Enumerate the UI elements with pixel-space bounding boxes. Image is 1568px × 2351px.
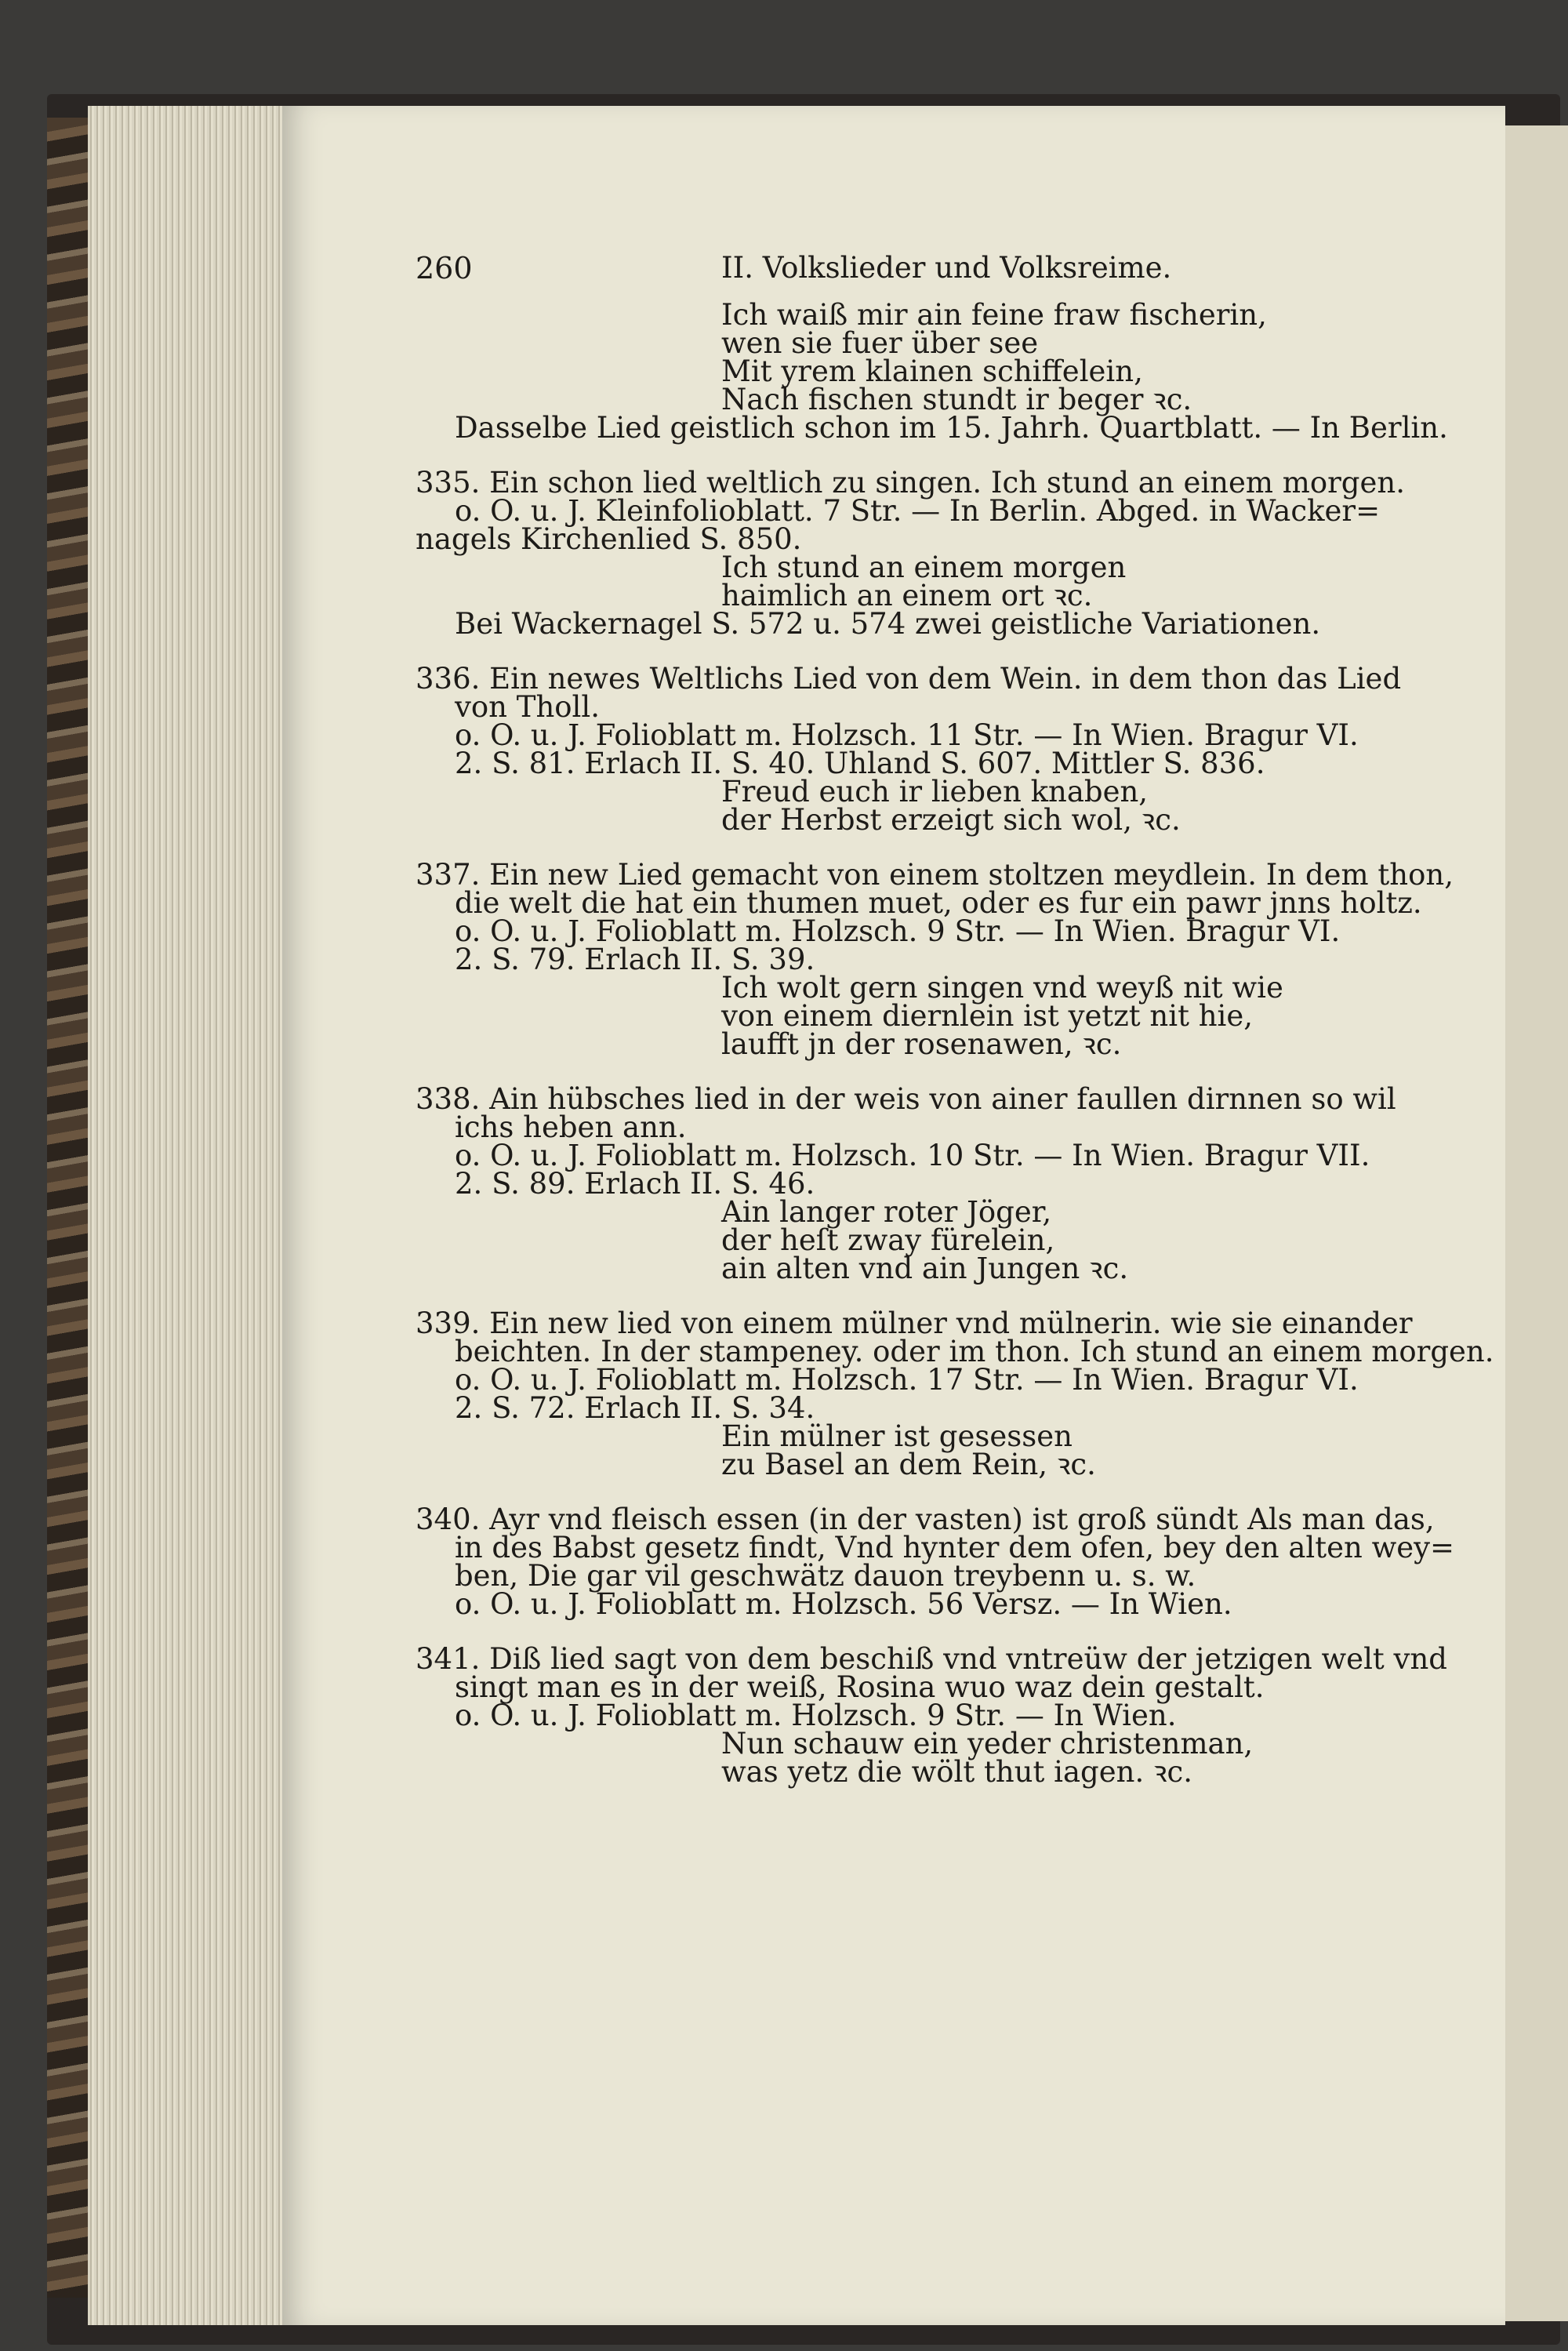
- continuation-line: 2. S. 89. Erlach II. S. 46.: [455, 1167, 815, 1201]
- continuation-line: die welt die hat ein thumen muet, oder es fur ein pawr jnns holtz.: [455, 886, 1422, 920]
- entry-title-line: 335. Ein schon lied weltlich zu singen. Ich stund an einem morgen.: [416, 466, 1405, 500]
- verse-line: Freud euch ir lieben knaben,: [721, 775, 1149, 808]
- running-head: II. Volkslieder und Volksreime.: [721, 251, 1172, 285]
- opening-block: [416, 298, 1450, 445]
- verse-line: Ain langer roter Jöger,: [721, 1195, 1052, 1229]
- bibliographic-note: o. O. u. J. Folioblatt m. Holzsch. 9 Str. — In Wien.: [455, 1699, 1177, 1732]
- page-text: [416, 251, 1494, 1789]
- verse-line: was yetz die wölt thut iagen. ꝛc.: [721, 1755, 1192, 1789]
- verse-line: ain alten vnd ain Jungen ꝛc.: [721, 1252, 1129, 1285]
- continuation-line: 2. S. 72. Erlach II. S. 34.: [455, 1391, 815, 1425]
- verse-line: Ich wolt gern singen vnd weyß nit wie: [721, 971, 1283, 1005]
- catalog-entry: [416, 1082, 1450, 1285]
- marbled-edge: [47, 118, 94, 2298]
- catalog-entry: [416, 1306, 1494, 1481]
- continuation-line: 2. S. 79. Erlach II. S. 39.: [455, 943, 815, 976]
- continuation-line: nagels Kirchenlied S. 850.: [416, 522, 802, 556]
- verse-line: Mit yrem klainen schiffelein,: [721, 354, 1143, 388]
- entry-title-line: 336. Ein newes Weltlichs Lied von dem Wein. in dem thon das Lied: [416, 662, 1402, 696]
- verse-line: der Herbst erzeigt sich wol, ꝛc.: [721, 803, 1181, 837]
- bibliographic-note: o. O. u. J. Folioblatt m. Holzsch. 11 Str. — In Wien. Bragur VI.: [455, 718, 1359, 752]
- catalog-entry: [416, 1503, 1455, 1621]
- entry-title-line: 341. Diß lied sagt von dem beschiß vnd vntreüw der jetzigen welt vnd: [416, 1642, 1447, 1676]
- verse-line: zu Basel an dem Rein, ꝛc.: [721, 1448, 1096, 1481]
- verse-line: Ein mülner ist gesessen: [721, 1419, 1073, 1453]
- continuation-line: 2. S. 81. Erlach II. S. 40. Uhland S. 607. Mittler S. 836.: [455, 747, 1265, 780]
- page-edges: [88, 106, 284, 2325]
- page-header: [416, 251, 1450, 298]
- continuation-line: singt man es in der weiß, Rosina wuo waz dein gestalt.: [455, 1670, 1265, 1704]
- page-number: 260: [416, 251, 473, 285]
- entry-title-line: 337. Ein new Lied gemacht von einem stoltzen meydlein. In dem thon,: [416, 858, 1454, 892]
- bibliographic-note: o. O. u. J. Folioblatt m. Holzsch. 56 Versz. — In Wien.: [455, 1587, 1232, 1621]
- catalog-entry: [416, 662, 1450, 837]
- continuation-line: in des Babst gesetz findt, Vnd hynter dem ofen, bey den alten wey=: [455, 1531, 1455, 1564]
- entry-title-line: 338. Ain hübsches lied in der weis von ainer faullen dirnnen so wil: [416, 1082, 1396, 1116]
- catalog-entry: [416, 1642, 1450, 1789]
- verse-line: Nun schauw ein yeder christenman,: [721, 1727, 1254, 1761]
- verse-line: Ich stund an einem morgen: [721, 551, 1127, 584]
- verse-line: Ich waiß mir ain feine fraw fischerin,: [721, 298, 1267, 332]
- verse-line: haimlich an einem ort ꝛc.: [721, 579, 1093, 612]
- entries: [416, 466, 1494, 1789]
- entry-title-line: 339. Ein new lied von einem mülner vnd mülnerin. wie sie einander: [416, 1306, 1413, 1340]
- bibliographic-note: o. O. u. J. Folioblatt m. Holzsch. 10 Str. — In Wien. Bragur VII.: [455, 1139, 1370, 1172]
- bibliographic-note: o. O. u. J. Folioblatt m. Holzsch. 9 Str. — In Wien. Bragur VI.: [455, 914, 1341, 948]
- verse-line: laufft jn der rosenawen, ꝛc.: [721, 1027, 1122, 1061]
- bibliographic-note: o. O. u. J. Kleinfolioblatt. 7 Str. — In Berlin. Abged. in Wacker=: [455, 494, 1381, 528]
- verse-line: von einem diernlein ist yetzt nit hie,: [721, 999, 1254, 1033]
- verse-line: Nach fischen stundt ir beger ꝛc.: [721, 383, 1192, 416]
- continuation-line: ben, Die gar vil geschwätz dauon treybenn u. s. w.: [455, 1559, 1196, 1593]
- bibliographic-note: Bei Wackernagel S. 572 u. 574 zwei geistliche Variationen.: [455, 607, 1321, 641]
- verse-line: der heſt zway fürelein,: [721, 1223, 1055, 1257]
- facing-page-edge: [1505, 125, 1568, 2321]
- continuation-line: ichs heben ann.: [455, 1110, 687, 1144]
- catalog-entry: [416, 466, 1450, 641]
- bibliographic-note: Dasselbe Lied geistlich schon im 15. Jahrh. Quartblatt. — In Berlin.: [455, 411, 1448, 445]
- bibliographic-note: o. O. u. J. Folioblatt m. Holzsch. 17 Str. — In Wien. Bragur VI.: [455, 1363, 1359, 1397]
- catalog-entry: [416, 858, 1454, 1061]
- continuation-line: von Tholl.: [455, 690, 600, 724]
- entry-title-line: 340. Ayr vnd fleisch essen (in der vasten) ist groß sündt Als man das,: [416, 1503, 1435, 1536]
- verse-line: wen sie fuer über see: [721, 326, 1039, 360]
- continuation-line: beichten. In der stampeney. oder im thon. Ich stund an einem morgen.: [455, 1335, 1494, 1368]
